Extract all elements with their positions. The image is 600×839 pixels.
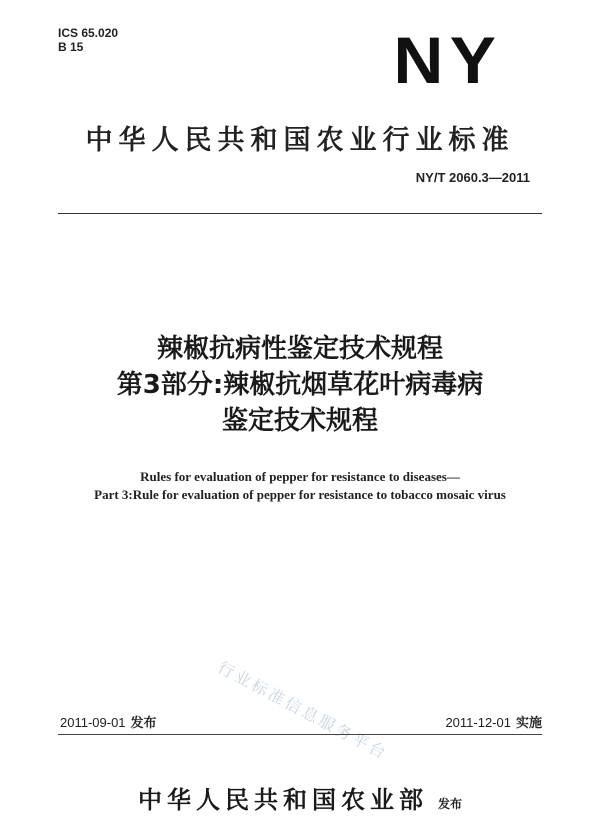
implementation-date: 2011-12-01 bbox=[445, 715, 511, 730]
standard-category-title: 中华人民共和国农业行业标准 bbox=[85, 125, 515, 156]
standard-number: NY/T 2060.3—2011 bbox=[415, 170, 530, 185]
ics-code: ICS 65.020 bbox=[58, 26, 119, 40]
issue-label: 发布 bbox=[130, 716, 157, 731]
implementation-label: 实施 bbox=[515, 716, 542, 731]
ny-logo: NY bbox=[393, 23, 503, 97]
issuer-org: 中华人民共和国农业部 bbox=[137, 786, 428, 814]
watermark: 行业标准信息服务平台 bbox=[214, 657, 392, 764]
issuer-label: 发布 bbox=[437, 797, 462, 811]
implementation-date-block bbox=[445, 712, 542, 731]
title-cn-line2: 第3部分:辣椒抗烟草花叶病毒病 bbox=[116, 370, 484, 400]
title-cn-line1: 辣椒抗病性鉴定技术规程 bbox=[156, 334, 443, 364]
issue-date: 2011-09-01 bbox=[60, 715, 126, 730]
issuer-block bbox=[0, 780, 600, 815]
issue-date-block bbox=[60, 712, 157, 731]
ics-code-block bbox=[58, 26, 118, 54]
header-divider bbox=[58, 213, 542, 214]
title-en-line2: Part 3:Rule for evaluation of pepper for resistance to tobacco mosaic virus bbox=[94, 487, 506, 502]
footer-divider bbox=[58, 734, 542, 735]
title-cn-line3: 鉴定技术规程 bbox=[221, 406, 378, 436]
title-en-line1: Rules for evaluation of pepper for resistance to diseases— bbox=[140, 469, 460, 484]
class-code: B 15 bbox=[58, 40, 84, 54]
